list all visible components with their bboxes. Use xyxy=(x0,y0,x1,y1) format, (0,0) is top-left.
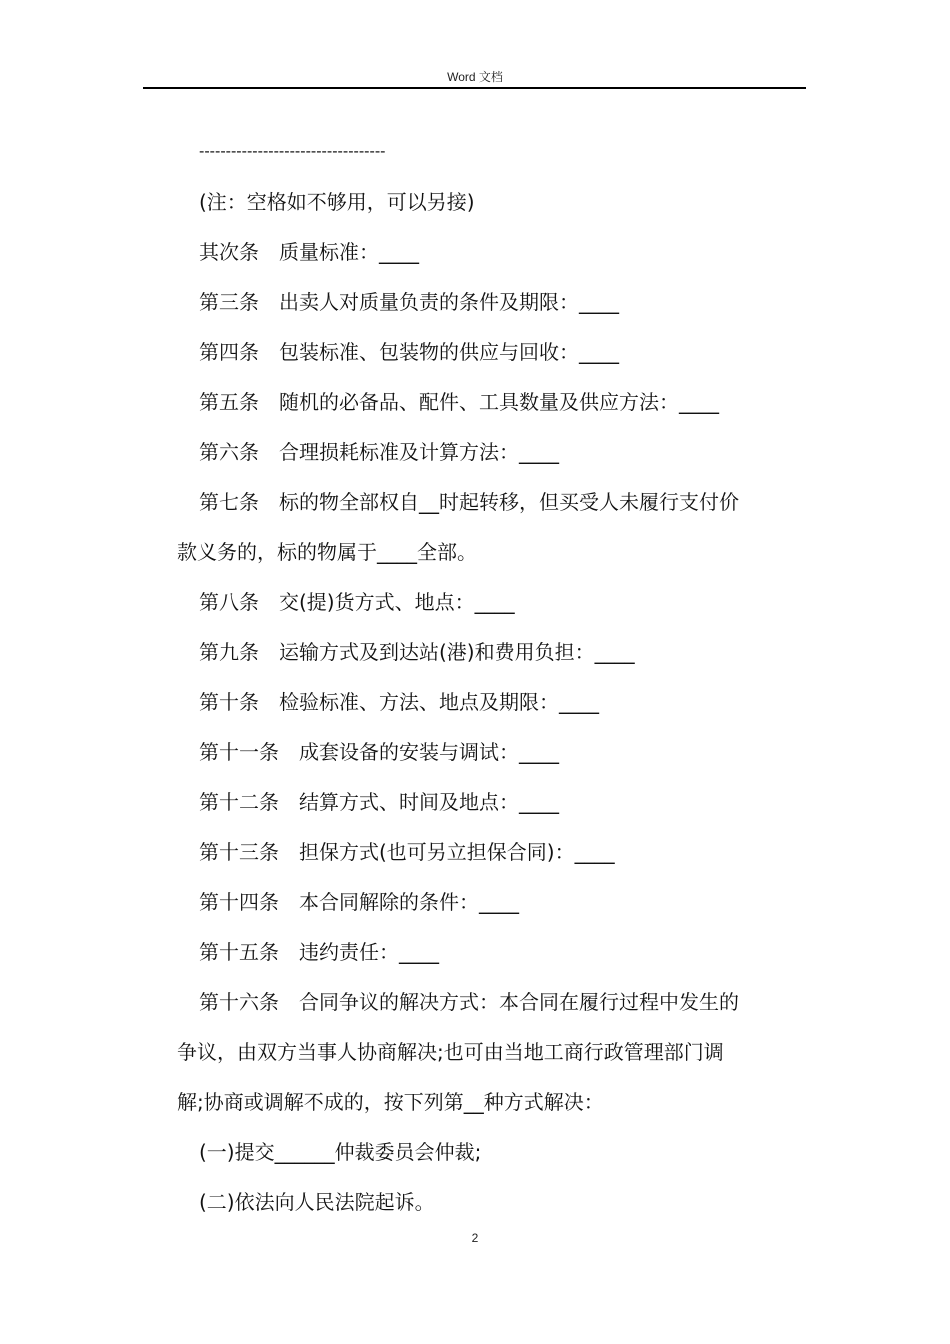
document-header-title: Word 文档 xyxy=(447,70,503,84)
dispute-option-court: (二)依法向人民法院起诉。 xyxy=(199,1190,435,1214)
document-body xyxy=(177,127,805,1227)
clause-4-packaging: 第四条 包装标准、包装物的供应与回收：____ xyxy=(199,340,619,364)
clause-14-termination: 第十四条 本合同解除的条件：____ xyxy=(199,890,519,914)
clause-12-settlement: 第十二条 结算方式、时间及地点：____ xyxy=(199,790,559,814)
clause-11-installation: 第十一条 成套设备的安装与调试：____ xyxy=(199,740,559,764)
note-line: (注：空格如不够用，可以另接) xyxy=(199,190,475,214)
clause-16-dispute-line-3: 解;协商或调解不成的，按下列第__种方式解决： xyxy=(177,1090,604,1114)
clause-7-ownership-line-2: 款义务的，标的物属于____全部。 xyxy=(177,540,477,564)
clause-3-quality-responsibility: 第三条 出卖人对质量负责的条件及期限：____ xyxy=(199,290,619,314)
clause-2-quality-standard: 其次条 质量标准：____ xyxy=(199,240,419,264)
clause-10-inspection: 第十条 检验标准、方法、地点及期限：____ xyxy=(199,690,599,714)
clause-16-dispute-line-2: 争议，由双方当事人协商解决;也可由当地工商行政管理部门调 xyxy=(177,1040,724,1064)
dispute-option-arbitration: (一)提交______仲裁委员会仲裁; xyxy=(199,1140,482,1164)
clause-5-accessories: 第五条 随机的必备品、配件、工具数量及供应方法：____ xyxy=(199,390,719,414)
clause-13-guarantee: 第十三条 担保方式(也可另立担保合同)：____ xyxy=(199,840,615,864)
clause-15-liability: 第十五条 违约责任：____ xyxy=(199,940,439,964)
clause-6-loss-standard: 第六条 合理损耗标准及计算方法：____ xyxy=(199,440,559,464)
clause-7-ownership-line-1: 第七条 标的物全部权自__时起转移，但买受人未履行支付价 xyxy=(199,490,739,514)
dashed-separator: ----------------------------------- xyxy=(199,143,386,160)
clause-16-dispute-line-1: 第十六条 合同争议的解决方式：本合同在履行过程中发生的 xyxy=(199,990,739,1014)
page-number: 2 xyxy=(471,1231,479,1245)
clause-9-transport: 第九条 运输方式及到达站(港)和费用负担：____ xyxy=(199,640,635,664)
header-divider xyxy=(143,87,806,89)
clause-8-delivery: 第八条 交(提)货方式、地点：____ xyxy=(199,590,515,614)
